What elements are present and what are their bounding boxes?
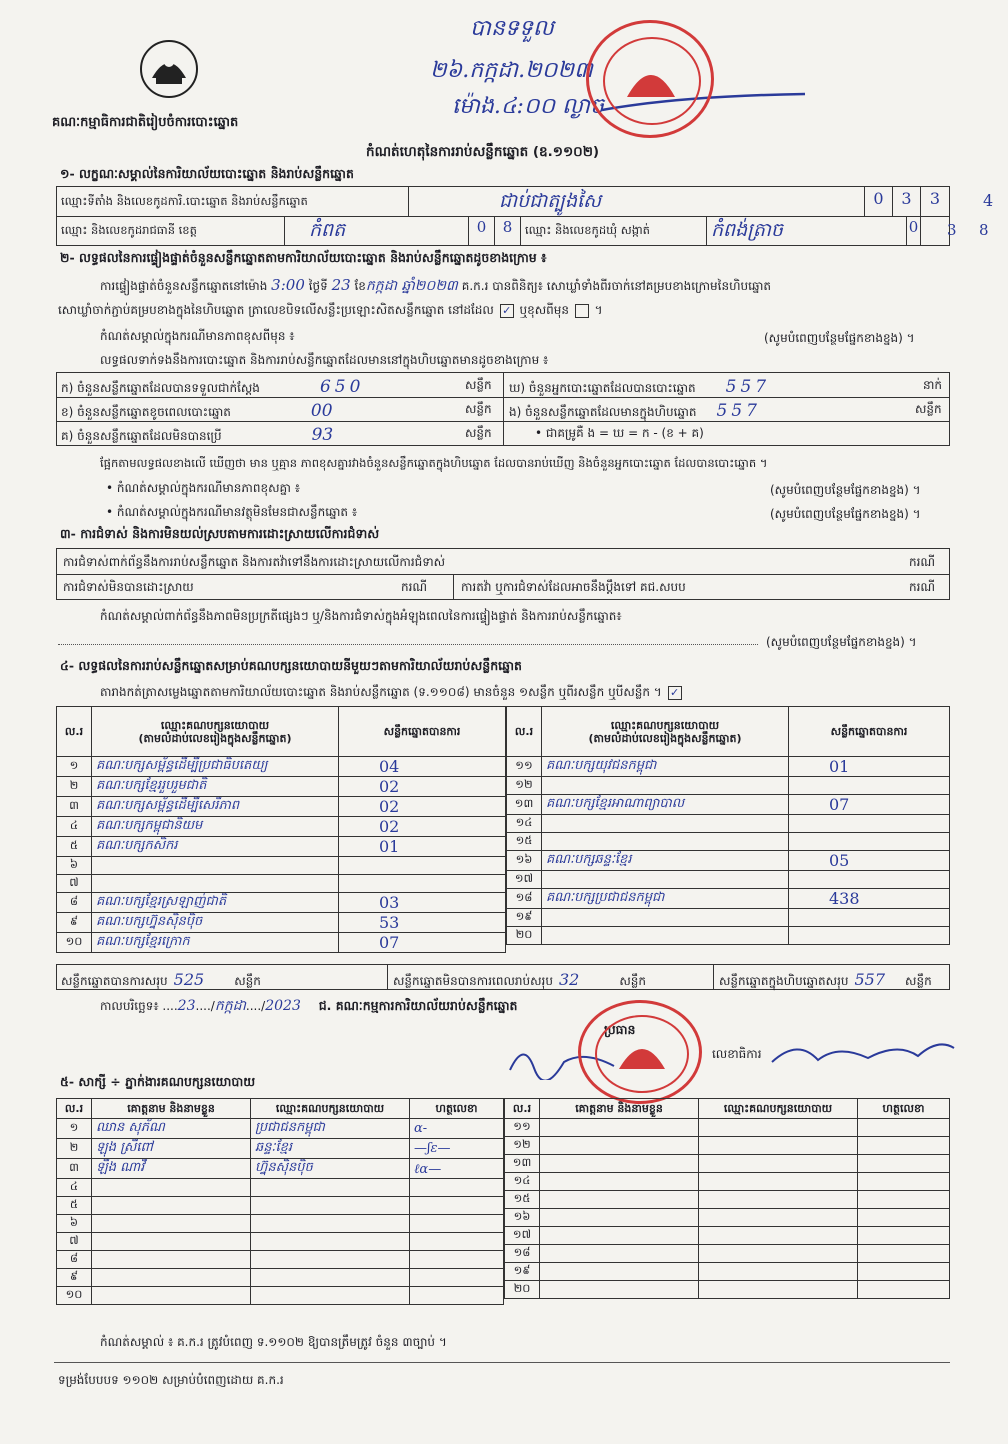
witness-row	[57, 1251, 504, 1269]
vote-count: 01	[339, 837, 506, 857]
witness-row	[57, 1159, 504, 1179]
witness-name: ឈាន សុភ័ណ	[92, 1119, 251, 1139]
party-name: គណៈបក្សសម្ព័ន្ធដើម្បីសេរីភាព	[92, 797, 339, 817]
witness-signature	[410, 1197, 504, 1215]
code-digit: 3	[929, 189, 941, 208]
col-name: គោត្តនាម និងនាមខ្លួន	[540, 1099, 699, 1119]
party-row	[57, 893, 506, 913]
witness-name	[540, 1263, 699, 1281]
party-row	[57, 875, 506, 893]
commune-value: កំពង់ត្រាច	[707, 216, 907, 246]
witness-table-left	[56, 1098, 504, 1305]
party-row	[57, 817, 506, 837]
witness-name	[540, 1281, 699, 1299]
col-no: ល.រ	[505, 1099, 540, 1119]
kha-row: ខ) ចំនួនសន្លឹកឆ្នោតខូចពេលបោះឆ្នោត 00	[61, 401, 333, 421]
row-number: ១៦	[507, 851, 542, 871]
row-number: ៧	[57, 1233, 92, 1251]
total-valid: សន្លឹកឆ្នោតបានការសរុប 525 សន្លឹក	[61, 970, 261, 989]
row-number: ១០	[57, 1287, 92, 1305]
footer-text: ទម្រង់បែបបទ ១១០២ សម្រាប់បំពេញដោយ គ.ក.រ	[58, 1373, 284, 1387]
party-name	[542, 833, 789, 851]
witness-signature	[858, 1137, 950, 1155]
commune-code-digit: 0	[907, 216, 921, 246]
party-row	[507, 927, 950, 945]
col-no: ល.រ	[507, 707, 542, 757]
witness-party	[699, 1263, 858, 1281]
fill-note: (សូមបំពេញបន្ថែមផ្នែកខាងខ្នង) ។	[770, 507, 921, 521]
form-title: កំណត់ហេតុនៃការរាប់សន្លឹកឆ្នោត (ឧ.១១០២)	[366, 144, 600, 160]
vote-count: 53	[339, 913, 506, 933]
party-row	[507, 777, 950, 795]
row-number: ១៥	[505, 1191, 540, 1209]
witness-table-right	[504, 1098, 950, 1299]
witness-signature: ɑ-	[410, 1119, 504, 1139]
party-row	[507, 889, 950, 909]
unit-sheet: សន្លឹក	[465, 426, 492, 440]
fill-note: (សូមបំពេញបន្ថែមផ្នែកខាងខ្នង) ។	[766, 635, 917, 649]
witness-name: ឡុង ស្រីពៅ	[92, 1139, 251, 1159]
row-number: ២០	[505, 1281, 540, 1299]
province-label: ឈ្មោះ និងលេខកូដរាជធានី ខេត្ត	[57, 216, 285, 246]
section-5-heading: ៥- សាក្សី ÷ ភ្នាក់ងារគណបក្សនយោបាយ	[60, 1074, 256, 1089]
col-no: ល.រ	[57, 1099, 92, 1119]
province-code-digit: 8	[495, 216, 521, 246]
total-in-box: សន្លឹកឆ្នោតក្នុងហិបឆ្នោតសរុប 557 សន្លឹក	[719, 970, 932, 989]
vote-count: 03	[339, 893, 506, 913]
complaint-label: ការតវ៉ា ឬការជំទាស់ដែលអាចនឹងប្តឹងទៅ គជ.សបប	[461, 580, 686, 594]
witness-name	[92, 1197, 251, 1215]
chair-label: ប្រធាន	[604, 1022, 636, 1037]
vote-count: 02	[339, 817, 506, 837]
code-digit: 3	[893, 187, 921, 216]
witness-party: ប្រជាជនកម្ពុជា	[251, 1119, 410, 1139]
row-number: ១៣	[507, 795, 542, 815]
witness-row	[505, 1119, 950, 1137]
row-number: ១៧	[507, 871, 542, 889]
party-results-left	[56, 706, 506, 953]
location-name-label: ឈ្មោះទីតាំង និងលេខកូដការិ.បោះឆ្នោត និងរាប់សន្លឹកឆ្នោត	[57, 187, 409, 216]
party-row	[57, 777, 506, 797]
ngo-row: ង) ចំនួនសន្លឹកឆ្នោតដែលមានក្នុងហិបឆ្នោត 557	[509, 401, 761, 421]
party-row	[57, 933, 506, 953]
col-sign: ហត្ថលេខា	[410, 1099, 504, 1119]
party-name	[542, 927, 789, 945]
witness-party	[251, 1269, 410, 1287]
case-label: ករណី	[401, 580, 428, 594]
party-name	[542, 871, 789, 889]
unit-sheet: សន្លឹក	[915, 402, 942, 416]
emblem-logo	[138, 38, 200, 100]
row-number: ៧	[57, 875, 92, 893]
witness-party	[699, 1119, 858, 1137]
row-number: ២០	[507, 927, 542, 945]
witness-row	[505, 1245, 950, 1263]
party-row	[507, 909, 950, 927]
party-name	[542, 777, 789, 795]
authority-name: គណៈកម្មាធិការជាតិរៀបចំការបោះឆ្នោត	[52, 115, 239, 130]
objection-table	[56, 548, 950, 600]
col-name: គោត្តនាម និងនាមខ្លួន	[92, 1099, 251, 1119]
witness-party	[699, 1173, 858, 1191]
witness-row	[505, 1263, 950, 1281]
party-row	[57, 857, 506, 875]
witness-party	[251, 1251, 410, 1269]
row-number: ៦	[57, 1215, 92, 1233]
vote-count: 04	[339, 757, 506, 777]
witness-row	[57, 1197, 504, 1215]
date-line: កាលបរិច្ឆេទ៖ ....23..../កក្កដា..../2023 ជ. គណៈកម្មការការិយាល័យរាប់សន្លឹកឆ្នោត	[100, 998, 518, 1014]
col-sign: ហត្ថលេខា	[858, 1099, 950, 1119]
witness-name	[540, 1245, 699, 1263]
row-number: ១	[57, 1119, 92, 1139]
witness-name	[92, 1215, 251, 1233]
party-row	[507, 757, 950, 777]
witness-row	[505, 1209, 950, 1227]
row-number: ១៤	[507, 815, 542, 833]
row-number: ១១	[507, 757, 542, 777]
vote-count	[789, 871, 950, 889]
witness-party	[699, 1209, 858, 1227]
row-number: ៨	[57, 893, 92, 913]
vote-count	[789, 815, 950, 833]
code-digit: 0	[865, 187, 893, 216]
party-name: គណៈបក្សខ្មែររួបរួមជាតិ	[92, 777, 339, 797]
row-number: ១២	[505, 1137, 540, 1155]
witness-row	[505, 1227, 950, 1245]
witness-party	[251, 1197, 410, 1215]
unresolved-label: ការជំទាស់មិនបានដោះស្រាយ	[63, 580, 194, 594]
two-sheet-checkbox[interactable]: ✓	[668, 686, 682, 700]
vote-count: 01	[789, 757, 950, 777]
witness-row	[505, 1137, 950, 1155]
row-number: ២	[57, 1139, 92, 1159]
check-line: ផ្អែកតាមលទ្ធផលខាងលើ ឃើញថា មាន ឬគ្មាន ភាពខុសគ្នារវាងចំនួនសន្លឹកឆ្នោតក្នុងហិបឆ្នោត ដែលបានរាប់ឃើញ និងចំនួនអ្នកបោះឆ្នោត ដែលបានបោះឆ្នោត ។	[100, 456, 768, 470]
section-1-heading: ១- លក្ខណៈសម្គាល់នៃការិយាល័យបោះឆ្នោត និងរាប់សន្លឹកឆ្នោត	[60, 166, 354, 181]
vote-count: 438	[789, 889, 950, 909]
witness-row	[57, 1215, 504, 1233]
witness-party	[251, 1215, 410, 1233]
witness-row	[505, 1155, 950, 1173]
unit-sheet: សន្លឹក	[465, 378, 492, 392]
witness-signature	[858, 1281, 950, 1299]
col-party: ឈ្មោះគណបក្សនយោបាយ (តាមលំដាប់លេខរៀងក្នុងសន្លឹកឆ្នោត)	[92, 707, 339, 757]
section-2-heading: ២- លទ្ធផលនៃការផ្ទៀងផ្ទាត់ចំនួនសន្លឹកឆ្នោតតាមការិយាល័យបោះឆ្នោត និងរាប់សន្លឹកឆ្នោតដូចខាងក្រោម ៖	[60, 250, 547, 265]
party-row	[57, 913, 506, 933]
witness-party	[251, 1287, 410, 1305]
col-party: ឈ្មោះគណបក្សនយោបាយ	[251, 1099, 410, 1119]
party-name: គណៈបក្សខ្មែរក្រោក	[92, 933, 339, 953]
party-row	[57, 757, 506, 777]
party-row	[57, 797, 506, 817]
row-number: ៨	[57, 1251, 92, 1269]
witness-signature	[858, 1119, 950, 1137]
ka-row: ក) ចំនួនសន្លឹកឆ្នោតដែលបានទទួលជាក់ស្តែង 650	[61, 377, 365, 397]
row-number: ១០	[57, 933, 92, 953]
result-intro: លទ្ធផលទាក់ទងនឹងការបោះឆ្នោត និងការរាប់សន្លឹកឆ្នោតដែលមាននៅក្នុងហិបឆ្នោតមានដូចខាងក្រោម ៖	[100, 353, 549, 367]
vote-count: 05	[789, 851, 950, 871]
row-number: ៩	[57, 1269, 92, 1287]
row-number: ១៦	[505, 1209, 540, 1227]
witness-name	[92, 1179, 251, 1197]
ko-row: គ) ចំនួនសន្លឹកឆ្នោតដែលមិនបានប្រើ 93	[61, 425, 334, 445]
row-number: ១៩	[507, 909, 542, 927]
witness-name	[92, 1233, 251, 1251]
vote-count: 02	[339, 797, 506, 817]
party-name: គណៈបក្សកសិករ	[92, 837, 339, 857]
party-name: គណៈបក្សប្រជាជនកម្ពុជា	[542, 889, 789, 909]
same-checkbox[interactable]: ✓	[500, 304, 514, 318]
witness-row	[57, 1269, 504, 1287]
witness-signature	[858, 1227, 950, 1245]
party-name: គណៈបក្សខ្មែរស្រឡាញ់ជាតិ	[92, 893, 339, 913]
witness-name	[92, 1269, 251, 1287]
witness-row	[57, 1179, 504, 1197]
row-number: ១៧	[505, 1227, 540, 1245]
col-party: ឈ្មោះគណបក្សនយោបាយ	[699, 1099, 858, 1119]
vote-count	[789, 777, 950, 795]
row-number: ៥	[57, 837, 92, 857]
witness-party: ឆន្ទៈខ្មែរ	[251, 1139, 410, 1159]
witness-party	[699, 1155, 858, 1173]
party-name	[92, 857, 339, 875]
secretary-signature	[768, 1034, 958, 1074]
witness-party	[699, 1191, 858, 1209]
case-label: ករណី	[909, 555, 936, 569]
row-number: ១១	[505, 1119, 540, 1137]
party-row	[507, 871, 950, 889]
witness-party	[251, 1179, 410, 1197]
witness-signature	[410, 1251, 504, 1269]
witness-signature	[410, 1287, 504, 1305]
witness-signature	[410, 1233, 504, 1251]
witness-signature	[858, 1173, 950, 1191]
party-row	[507, 795, 950, 815]
code-digit: 4	[983, 191, 994, 210]
verify-line-1: ការផ្ទៀងផ្ទាត់ចំនួនសន្លឹកឆ្នោតនៅម៉ោង 3:00 ថ្ងៃទី 23 ខែកក្កដា ឆ្នាំ២០២៣ គ.ក.រ បានពិនិត្យ៖ សោឃ្លាំទាំងពីរចាក់នៅគម្របខាងក្រោមនៃហិបឆ្នោត	[100, 276, 771, 294]
objection-row-1: ការជំទាស់ពាក់ព័ន្ធនឹងការរាប់សន្លឹកឆ្នោត និងការតវ៉ាទៅនឹងការដោះស្រាយលើការជំទាស់	[63, 555, 446, 569]
witness-row	[57, 1287, 504, 1305]
row-number: ១	[57, 757, 92, 777]
vote-count: 07	[789, 795, 950, 815]
col-votes: សន្លឹកឆ្នោតបានការ	[789, 707, 950, 757]
witness-row	[505, 1173, 950, 1191]
witness-party	[251, 1233, 410, 1251]
row-number: ១៨	[505, 1245, 540, 1263]
party-name	[542, 909, 789, 927]
witness-signature	[410, 1215, 504, 1233]
verify-line-2: សោឃ្លាំចាក់ភ្ជាប់គម្របខាងក្នុងនៃហិបឆ្នោត ត្រាលេខបិទលើសន្លឹះប្រឡោះសិតសន្លឹកឆ្នោត នៅដដែល ✓ ឬខុសពីមុន ។	[58, 303, 603, 317]
row-number: ២	[57, 777, 92, 797]
irregularity-note: កំណត់សម្គាល់ពាក់ព័ន្ធនឹងភាពមិនប្រក្រតីផ្សេងៗ ឬ/និងការជំទាស់ក្នុងអំឡុងពេលនៃការផ្ទៀងផ្ទាត់ និងការរាប់សន្លឹកឆ្នោត៖	[100, 609, 622, 623]
party-row	[507, 851, 950, 871]
witness-party	[699, 1281, 858, 1299]
witness-name	[540, 1173, 699, 1191]
province-value: កំពត	[285, 216, 469, 246]
commune-code-digit: 3	[947, 221, 957, 239]
party-name	[542, 815, 789, 833]
kho-row: ឃ) ចំនួនអ្នកបោះឆ្នោតដែលបានបោះឆ្នោត 557	[509, 377, 771, 397]
party-name	[92, 875, 339, 893]
tally-sheet-intro: តារាងកត់ត្រាសម្លេងឆ្នោតតាមការិយាល័យបោះឆ្នោត និងរាប់សន្លឹកឆ្នោត (ទ.១១០៨) មានចំនួន ១សន្លឹក ឬពីរសន្លឹក ឬបីសន្លឹក ។ ✓	[100, 684, 684, 702]
party-name: គណៈបក្សសម្ព័ន្ធដើម្បីប្រជាធិបតេយ្យ	[92, 757, 339, 777]
vote-count: 02	[339, 777, 506, 797]
party-name: គណៈបក្សខ្មែរអាណាព្យាបាល	[542, 795, 789, 815]
location-table	[56, 186, 994, 246]
unit-person: នាក់	[923, 378, 943, 392]
witness-name	[540, 1227, 699, 1245]
row-number: ៤	[57, 817, 92, 837]
formula: • ជាគម្រូគឺ ង = ឃ = ក - (ខ + គ)	[535, 426, 704, 440]
witness-party	[699, 1245, 858, 1263]
commune-code-digit: 8	[979, 221, 989, 239]
vote-count	[339, 857, 506, 875]
vote-count	[789, 833, 950, 851]
commune-label: ឈ្មោះ និងលេខកូដឃុំ សង្កាត់	[521, 216, 707, 246]
party-name: គណៈបក្សឆន្ទៈខ្មែរ	[542, 851, 789, 871]
row-number: ១៤	[505, 1173, 540, 1191]
province-code-digit: 0	[469, 216, 495, 246]
party-name: គណៈបក្សយុវជនកម្ពុជា	[542, 757, 789, 777]
section-3-heading: ៣- ការជំទាស់ និងការមិនយល់ស្របតាមការដោះស្រាយលើការជំទាស់	[60, 526, 380, 541]
total-invalid: សន្លឹកឆ្នោតមិនបានការពេលរាប់សរុប 32 សន្លឹក	[393, 970, 646, 989]
witness-signature	[410, 1269, 504, 1287]
received-label: បានទទួល	[470, 16, 554, 41]
fill-note: (សូមបំពេញបន្ថែមផ្នែកខាងខ្នង) ។	[764, 331, 915, 345]
section-4-heading: ៤- លទ្ធផលនៃការរាប់សន្លឹកឆ្នោតសម្រាប់គណបក្សនយោបាយនីមួយៗតាមការិយាល័យរាប់សន្លឹកឆ្នោត	[60, 658, 522, 673]
witness-signature: —ʃɛ—	[410, 1139, 504, 1159]
case-label: ករណី	[909, 580, 936, 594]
witness-signature	[858, 1155, 950, 1173]
witness-signature	[410, 1179, 504, 1197]
vote-count: 07	[339, 933, 506, 953]
ballot-count-table	[56, 372, 950, 446]
witness-name	[540, 1209, 699, 1227]
row-number: ៣	[57, 1159, 92, 1179]
row-number: ៤	[57, 1179, 92, 1197]
row-number: ៣	[57, 797, 92, 817]
party-row	[507, 815, 950, 833]
witness-row	[505, 1191, 950, 1209]
witness-name	[540, 1155, 699, 1173]
official-seal-bottom	[578, 1000, 702, 1104]
witness-row	[57, 1139, 504, 1159]
party-row	[507, 833, 950, 851]
object-bullet: • កំណត់សម្គាល់ក្នុងករណីមានវត្ថុមិនមែនជាសន្លឹកឆ្នោត ៖	[106, 505, 358, 519]
party-name: គណៈបក្សកម្ពុជានិយម	[92, 817, 339, 837]
col-votes: សន្លឹកឆ្នោតបានការ	[339, 707, 506, 757]
row-number: ៥	[57, 1197, 92, 1215]
row-number: ១៨	[507, 889, 542, 909]
col-no: ល.រ	[57, 707, 92, 757]
witness-party: ហ្វ៊ុនស៊ិនប៉ិច	[251, 1159, 410, 1179]
row-number: ១៥	[507, 833, 542, 851]
witness-signature	[858, 1191, 950, 1209]
witness-name: ឡឹង ណាវី	[92, 1159, 251, 1179]
row-number: ៦	[57, 857, 92, 875]
vote-count	[789, 909, 950, 927]
party-results-right	[506, 706, 950, 945]
witness-party	[699, 1137, 858, 1155]
witness-name	[540, 1137, 699, 1155]
received-date: ២៦.កក្កដា.២០២៣	[430, 58, 593, 83]
witness-name	[540, 1119, 699, 1137]
witness-name	[92, 1251, 251, 1269]
witness-signature	[858, 1263, 950, 1281]
party-name: គណៈបក្សហ្វ៊ុនស៊ិនប៉ិច	[92, 913, 339, 933]
received-time: ម៉ោង.៤:០០ ល្ងាច	[452, 94, 604, 119]
col-party: ឈ្មោះគណបក្សនយោបាយ (តាមលំដាប់លេខរៀងក្នុងសន្លឹកឆ្នោត)	[542, 707, 789, 757]
difference-note-label: កំណត់សម្គាល់ក្នុងករណីមានភាពខុសពីមុន ៖	[100, 329, 295, 343]
totals-row	[56, 964, 950, 990]
row-number: ១៣	[505, 1155, 540, 1173]
vote-count	[789, 927, 950, 945]
unit-sheet: សន្លឹក	[465, 402, 492, 416]
witness-row	[57, 1119, 504, 1139]
witness-party	[699, 1227, 858, 1245]
official-seal-top	[586, 20, 714, 138]
fill-note: (សូមបំពេញបន្ថែមផ្នែកខាងខ្នង) ។	[770, 483, 921, 497]
vote-count	[339, 875, 506, 893]
row-number: ១២	[507, 777, 542, 795]
row-number: ១៩	[505, 1263, 540, 1281]
witness-row	[57, 1233, 504, 1251]
changed-checkbox[interactable]	[575, 304, 589, 318]
witness-signature	[858, 1245, 950, 1263]
difference-bullet: • កំណត់សម្គាល់ក្នុងករណីមានភាពខុសគ្នា ៖	[106, 481, 301, 495]
witness-signature	[858, 1209, 950, 1227]
row-number: ៩	[57, 913, 92, 933]
witness-name	[92, 1287, 251, 1305]
witness-note: កំណត់សម្គាល់ ៖ គ.ក.រ ត្រូវបំពេញ ទ.១១០២ ឱ្យបានត្រឹមត្រូវ ចំនួន ៣ច្បាប់ ។	[100, 1335, 447, 1349]
witness-signature: ℓɑ—	[410, 1159, 504, 1179]
party-row	[57, 837, 506, 857]
witness-name	[540, 1191, 699, 1209]
witness-row	[505, 1281, 950, 1299]
secretary-label: លេខាធិការ	[712, 1047, 762, 1061]
location-name-value: ជាប់ជាត្បូងសៃ	[409, 187, 865, 216]
